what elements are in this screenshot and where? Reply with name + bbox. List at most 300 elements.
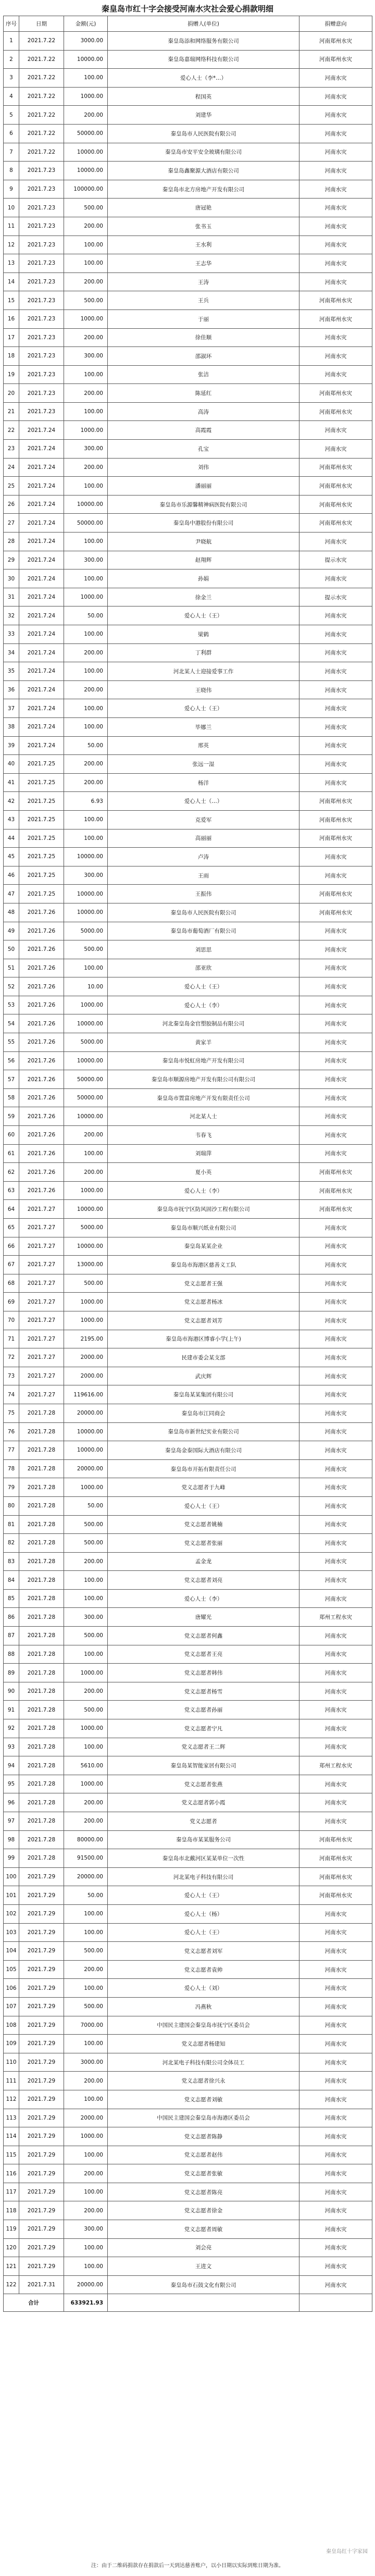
cell-no: 1 xyxy=(4,32,19,51)
cell-direction: 河南水灾 xyxy=(299,1404,372,1422)
table-row xyxy=(4,792,372,811)
cell-direction: 河南郑州水灾 xyxy=(299,384,372,403)
cell-direction: 河南水灾 xyxy=(299,347,372,366)
table-row xyxy=(4,1738,372,1756)
cell-no: 2 xyxy=(4,50,19,69)
cell-direction: 河南水灾 xyxy=(299,1923,372,1942)
table-row xyxy=(4,2164,372,2183)
cell-date: 2021.7.29 xyxy=(19,2127,64,2146)
cell-direction: 河南水灾 xyxy=(299,2164,372,2183)
cell-no: 76 xyxy=(4,1422,19,1441)
cell-direction: 河南水灾 xyxy=(299,1682,372,1701)
table-row xyxy=(4,328,372,347)
table-row xyxy=(4,1126,372,1145)
cell-amount: 200.00 xyxy=(64,1126,108,1145)
cell-no: 18 xyxy=(4,347,19,366)
table-row xyxy=(4,2220,372,2239)
cell-amount: 1000.00 xyxy=(64,1293,108,1311)
cell-donor: 党义志愿者陈亮 xyxy=(108,2183,299,2201)
cell-no: 29 xyxy=(4,551,19,569)
cell-amount: 500.00 xyxy=(64,1627,108,1645)
cell-donor: 党义志愿者杨建知 xyxy=(108,2035,299,2053)
cell-direction: 河南水灾 xyxy=(299,2146,372,2164)
cell-donor: 夏小英 xyxy=(108,1163,299,1182)
cell-donor: 王进文 xyxy=(108,2257,299,2276)
cell-amount: 100000.00 xyxy=(64,180,108,199)
cell-donor: 秦皇岛中港股份有限公司 xyxy=(108,514,299,532)
cell-no: 57 xyxy=(4,1070,19,1089)
cell-no: 96 xyxy=(4,1793,19,1812)
cell-donor: 于丽 xyxy=(108,309,299,328)
cell-direction: 河南水灾 xyxy=(299,1515,372,1534)
cell-date: 2021.7.29 xyxy=(19,2016,64,2035)
table-row xyxy=(4,643,372,662)
table-row xyxy=(4,1088,372,1107)
cell-amount: 10000.00 xyxy=(64,1200,108,1219)
table-row xyxy=(4,2090,372,2109)
cell-direction: 河南郑州水灾 xyxy=(299,514,372,532)
cell-donor: 杨洋 xyxy=(108,773,299,792)
cell-no: 68 xyxy=(4,1274,19,1293)
cell-direction: 河南水灾 xyxy=(299,162,372,180)
table-row xyxy=(4,736,372,755)
table-row xyxy=(4,495,372,514)
cell-no: 102 xyxy=(4,1904,19,1923)
cell-amount: 10000.00 xyxy=(64,143,108,162)
table-row xyxy=(4,755,372,774)
cell-donor: 秦皇岛鑫聚源大酒店有限公司 xyxy=(108,162,299,180)
cell-date: 2021.7.23 xyxy=(19,180,64,199)
table-row xyxy=(4,1701,372,1719)
cell-direction: 河南水灾 xyxy=(299,1997,372,2016)
cell-no: 79 xyxy=(4,1478,19,1497)
table-row xyxy=(4,2257,372,2276)
cell-donor: 党义志愿者袁帅 xyxy=(108,1960,299,1979)
cell-date: 2021.7.24 xyxy=(19,717,64,736)
cell-donor: 党义志愿者周敏 xyxy=(108,2220,299,2239)
cell-direction: 河南水灾 xyxy=(299,1719,372,1738)
cell-no: 30 xyxy=(4,569,19,588)
cell-amount: 300.00 xyxy=(64,440,108,459)
cell-date: 2021.7.22 xyxy=(19,87,64,106)
cell-no: 72 xyxy=(4,1348,19,1367)
cell-donor: 秦皇岛市人民医院有限公司 xyxy=(108,124,299,143)
table-row xyxy=(4,1942,372,1961)
cell-direction: 河南水灾 xyxy=(299,717,372,736)
table-row xyxy=(4,2016,372,2035)
cell-date: 2021.7.23 xyxy=(19,291,64,310)
cell-amount: 10000.00 xyxy=(64,1441,108,1460)
cell-direction: 河南水灾 xyxy=(299,699,372,718)
cell-direction: 河南水灾 xyxy=(299,2053,372,2072)
cell-donor: 爱心人士（王） xyxy=(108,1496,299,1515)
cell-amount: 200.00 xyxy=(64,1552,108,1571)
cell-date: 2021.7.26 xyxy=(19,996,64,1014)
table-row xyxy=(4,1200,372,1219)
cell-amount: 10000.00 xyxy=(64,885,108,903)
cell-amount: 100.00 xyxy=(64,829,108,848)
cell-donor: 爱心人士（王） xyxy=(108,699,299,718)
cell-donor: 党义志愿者徐金 xyxy=(108,2201,299,2220)
table-row xyxy=(4,477,372,496)
table-row xyxy=(4,551,372,569)
cell-direction: 河南水灾 xyxy=(299,1293,372,1311)
cell-no: 5 xyxy=(4,106,19,125)
cell-no: 98 xyxy=(4,1830,19,1849)
cell-donor: 爱心人士（王） xyxy=(108,1923,299,1942)
cell-amount: 500.00 xyxy=(64,1534,108,1553)
cell-no: 33 xyxy=(4,625,19,644)
cell-no: 86 xyxy=(4,1608,19,1627)
cell-no: 103 xyxy=(4,1923,19,1942)
cell-direction: 河南水灾 xyxy=(299,421,372,440)
cell-donor: 党义志愿者张丽 xyxy=(108,1534,299,1553)
cell-no: 113 xyxy=(4,2109,19,2127)
cell-amount: 500.00 xyxy=(64,291,108,310)
cell-donor: 党义志愿者刘军 xyxy=(108,1942,299,1961)
cell-amount: 1000.00 xyxy=(64,1181,108,1200)
table-row xyxy=(4,1979,372,1998)
table-row xyxy=(4,384,372,403)
cell-amount: 20000.00 xyxy=(64,1404,108,1422)
table-row xyxy=(4,2127,372,2146)
cell-direction: 河南水灾 xyxy=(299,2035,372,2053)
cell-date: 2021.7.28 xyxy=(19,1589,64,1608)
cell-no: 73 xyxy=(4,1367,19,1385)
cell-no: 89 xyxy=(4,1664,19,1682)
table-row xyxy=(4,1070,372,1089)
cell-direction: 河南郑州水灾 xyxy=(299,32,372,51)
cell-date: 2021.7.26 xyxy=(19,1126,64,1145)
cell-amount: 1000.00 xyxy=(64,588,108,606)
cell-donor: 孟金龙 xyxy=(108,1552,299,1571)
cell-no: 82 xyxy=(4,1534,19,1553)
cell-date: 2021.7.25 xyxy=(19,848,64,866)
cell-amount: 100.00 xyxy=(64,625,108,644)
cell-direction: 河南水灾 xyxy=(299,1979,372,1998)
cell-direction: 河南水灾 xyxy=(299,1033,372,1052)
cell-date: 2021.7.23 xyxy=(19,402,64,421)
cell-no: 97 xyxy=(4,1812,19,1831)
cell-amount: 100.00 xyxy=(64,1645,108,1664)
cell-date: 2021.7.22 xyxy=(19,124,64,143)
table-row xyxy=(4,1385,372,1404)
cell-donor: 秦皇岛某智能家居有限公司 xyxy=(108,1756,299,1775)
cell-amount: 5000.00 xyxy=(64,1033,108,1052)
cell-donor: 秦皇岛市悦虹房地产开发有限公司 xyxy=(108,1051,299,1070)
cell-no: 92 xyxy=(4,1719,19,1738)
cell-donor: 卢涛 xyxy=(108,848,299,866)
cell-date: 2021.7.24 xyxy=(19,680,64,699)
cell-amount: 100.00 xyxy=(64,1923,108,1942)
cell-amount: 200.00 xyxy=(64,1960,108,1979)
table-row xyxy=(4,124,372,143)
table-row xyxy=(4,1812,372,1831)
cell-no: 117 xyxy=(4,2183,19,2201)
cell-direction: 河南水灾 xyxy=(299,1088,372,1107)
cell-amount: 100.00 xyxy=(64,532,108,551)
cell-direction: 郑州工程水灾 xyxy=(299,1608,372,1627)
cell-amount: 100.00 xyxy=(64,254,108,273)
table-row xyxy=(4,1793,372,1812)
cell-date: 2021.7.29 xyxy=(19,2238,64,2257)
cell-no: 50 xyxy=(4,940,19,959)
cell-amount: 100.00 xyxy=(64,2183,108,2201)
total-label: 合计 xyxy=(4,2294,64,2312)
table-row xyxy=(4,1107,372,1126)
cell-no: 38 xyxy=(4,717,19,736)
cell-no: 48 xyxy=(4,903,19,922)
cell-amount: 200.00 xyxy=(64,1163,108,1182)
cell-direction: 河南水灾 xyxy=(299,1107,372,1126)
cell-donor: 党义志愿者王强 xyxy=(108,1274,299,1293)
cell-no: 109 xyxy=(4,2035,19,2053)
cell-date: 2021.7.24 xyxy=(19,588,64,606)
cell-date: 2021.7.26 xyxy=(19,903,64,922)
cell-direction: 河南水灾 xyxy=(299,1144,372,1163)
cell-date: 2021.7.29 xyxy=(19,1979,64,1998)
cell-amount: 200.00 xyxy=(64,1812,108,1831)
cell-no: 94 xyxy=(4,1756,19,1775)
cell-donor: 程国英 xyxy=(108,87,299,106)
cell-direction: 河南水灾 xyxy=(299,1014,372,1033)
cell-donor: 秦皇岛市海港区慈善义工队 xyxy=(108,1256,299,1274)
table-row xyxy=(4,885,372,903)
cell-no: 95 xyxy=(4,1775,19,1793)
cell-date: 2021.7.27 xyxy=(19,1237,64,1256)
cell-no: 101 xyxy=(4,1886,19,1905)
cell-date: 2021.7.28 xyxy=(19,1664,64,1682)
cell-date: 2021.7.29 xyxy=(19,1997,64,2016)
cell-date: 2021.7.26 xyxy=(19,1014,64,1033)
cell-amount: 100.00 xyxy=(64,1979,108,1998)
header-no: 序号 xyxy=(4,16,19,32)
cell-amount: 50000.00 xyxy=(64,514,108,532)
cell-direction: 河南水灾 xyxy=(299,1126,372,1145)
cell-date: 2021.7.29 xyxy=(19,1960,64,1979)
cell-donor: 武庆辉 xyxy=(108,1367,299,1385)
cell-donor: 秦皇岛市顺源房地产开发有限公司有限公司 xyxy=(108,1070,299,1089)
cell-direction: 河南郑州水灾 xyxy=(299,829,372,848)
cell-direction: 河南水灾 xyxy=(299,217,372,236)
cell-no: 9 xyxy=(4,180,19,199)
cell-amount: 300.00 xyxy=(64,866,108,885)
cell-direction: 提示水灾 xyxy=(299,551,372,569)
cell-date: 2021.7.28 xyxy=(19,1478,64,1497)
cell-direction: 提示水灾 xyxy=(299,588,372,606)
cell-amount: 20000.00 xyxy=(64,1867,108,1886)
table-row xyxy=(4,1459,372,1478)
cell-no: 62 xyxy=(4,1163,19,1182)
cell-amount: 100.00 xyxy=(64,2146,108,2164)
cell-no: 23 xyxy=(4,440,19,459)
cell-no: 8 xyxy=(4,162,19,180)
table-row xyxy=(4,1237,372,1256)
cell-amount: 10000.00 xyxy=(64,1051,108,1070)
table-row xyxy=(4,1682,372,1701)
table-row xyxy=(4,1552,372,1571)
table-row xyxy=(4,866,372,885)
cell-date: 2021.7.28 xyxy=(19,1571,64,1590)
table-row xyxy=(4,2053,372,2072)
table-row xyxy=(4,959,372,977)
cell-date: 2021.7.28 xyxy=(19,1645,64,1664)
cell-date: 2021.7.24 xyxy=(19,440,64,459)
cell-date: 2021.7.26 xyxy=(19,1181,64,1200)
cell-date: 2021.7.22 xyxy=(19,69,64,88)
cell-no: 46 xyxy=(4,866,19,885)
cell-no: 85 xyxy=(4,1589,19,1608)
table-row xyxy=(4,1960,372,1979)
cell-amount: 200.00 xyxy=(64,2072,108,2090)
table-row xyxy=(4,903,372,922)
cell-no: 88 xyxy=(4,1645,19,1664)
table-row xyxy=(4,1867,372,1886)
cell-no: 31 xyxy=(4,588,19,606)
cell-donor: 党义志愿者姚楠 xyxy=(108,1515,299,1534)
cell-amount: 100.00 xyxy=(64,569,108,588)
cell-direction: 河南水灾 xyxy=(299,1664,372,1682)
cell-no: 118 xyxy=(4,2201,19,2220)
cell-donor: 秦皇岛市北方房地产开发有限公司 xyxy=(108,180,299,199)
cell-no: 24 xyxy=(4,458,19,477)
cell-amount: 200.00 xyxy=(64,680,108,699)
cell-no: 17 xyxy=(4,328,19,347)
cell-donor: 河北秦皇岛金官塑胶制品有限公司 xyxy=(108,1014,299,1033)
cell-no: 28 xyxy=(4,532,19,551)
cell-direction: 河南水灾 xyxy=(299,87,372,106)
cell-amount: 10000.00 xyxy=(64,50,108,69)
cell-date: 2021.7.28 xyxy=(19,1738,64,1756)
cell-amount: 200.00 xyxy=(64,1793,108,1812)
cell-direction: 河南水灾 xyxy=(299,643,372,662)
cell-direction: 河南郑州水灾 xyxy=(299,458,372,477)
cell-date: 2021.7.29 xyxy=(19,2109,64,2127)
cell-amount: 100.00 xyxy=(64,365,108,384)
cell-no: 61 xyxy=(4,1144,19,1163)
cell-direction: 河南水灾 xyxy=(299,1348,372,1367)
cell-donor: 秦皇岛金泰国际大酒店有限公司 xyxy=(108,1441,299,1460)
cell-direction: 河南郑州水灾 xyxy=(299,402,372,421)
table-row xyxy=(4,2275,372,2294)
cell-direction: 河南郑州水灾 xyxy=(299,1830,372,1849)
header-donor: 捐赠人(单位) xyxy=(108,16,299,32)
cell-amount: 13000.00 xyxy=(64,1256,108,1274)
cell-amount: 50.00 xyxy=(64,1886,108,1905)
table-header-row xyxy=(4,16,372,32)
cell-direction: 河南郑州水灾 xyxy=(299,1181,372,1200)
cell-date: 2021.7.28 xyxy=(19,1534,64,1553)
cell-date: 2021.7.24 xyxy=(19,625,64,644)
cell-no: 80 xyxy=(4,1496,19,1515)
table-row xyxy=(4,922,372,940)
cell-donor: 爱心人士（杨） xyxy=(108,1904,299,1923)
cell-date: 2021.7.28 xyxy=(19,1441,64,1460)
cell-no: 21 xyxy=(4,402,19,421)
cell-no: 93 xyxy=(4,1738,19,1756)
cell-direction: 河南水灾 xyxy=(299,2016,372,2035)
cell-direction: 河南水灾 xyxy=(299,1311,372,1330)
cell-no: 121 xyxy=(4,2257,19,2276)
cell-date: 2021.7.23 xyxy=(19,254,64,273)
cell-date: 2021.7.24 xyxy=(19,458,64,477)
cell-no: 84 xyxy=(4,1571,19,1590)
cell-direction: 河南水灾 xyxy=(299,2109,372,2127)
cell-donor: 高涛 xyxy=(108,402,299,421)
cell-no: 67 xyxy=(4,1256,19,1274)
cell-date: 2021.7.29 xyxy=(19,2257,64,2276)
cell-donor: 秦皇岛市人民医院有限公司 xyxy=(108,903,299,922)
cell-donor: 刘瑞萍 xyxy=(108,1144,299,1163)
cell-amount: 300.00 xyxy=(64,347,108,366)
cell-no: 78 xyxy=(4,1459,19,1478)
cell-donor: 韦春飞 xyxy=(108,1126,299,1145)
table-row xyxy=(4,996,372,1014)
cell-amount: 10000.00 xyxy=(64,1237,108,1256)
cell-no: 87 xyxy=(4,1627,19,1645)
cell-donor: 爱心人士（…） xyxy=(108,792,299,811)
cell-donor: 王兵 xyxy=(108,291,299,310)
cell-date: 2021.7.29 xyxy=(19,2053,64,2072)
cell-no: 115 xyxy=(4,2146,19,2164)
cell-amount: 10000.00 xyxy=(64,162,108,180)
cell-date: 2021.7.28 xyxy=(19,1701,64,1719)
table-row xyxy=(4,977,372,996)
cell-amount: 50000.00 xyxy=(64,124,108,143)
cell-amount: 7000.00 xyxy=(64,2016,108,2035)
cell-amount: 100.00 xyxy=(64,477,108,496)
cell-no: 107 xyxy=(4,1997,19,2016)
cell-date: 2021.7.28 xyxy=(19,1515,64,1534)
cell-direction: 河南水灾 xyxy=(299,959,372,977)
table-row xyxy=(4,1256,372,1274)
footnote: 注：由于二维码捐款存在捐款后一天到达慈善账户，以小日期以实际到账日期为准。 xyxy=(91,2563,284,2569)
cell-donor: 潘丽丽 xyxy=(108,477,299,496)
cell-amount: 2000.00 xyxy=(64,1348,108,1367)
header-amount: 金额(元) xyxy=(64,16,108,32)
cell-amount: 100.00 xyxy=(64,959,108,977)
cell-date: 2021.7.26 xyxy=(19,1051,64,1070)
table-row xyxy=(4,2035,372,2053)
cell-date: 2021.7.27 xyxy=(19,1367,64,1385)
cell-donor: 秦皇岛市置富房地产开发有限责任公司 xyxy=(108,1088,299,1107)
cell-direction: 河南水灾 xyxy=(299,1237,372,1256)
cell-date: 2021.7.27 xyxy=(19,1293,64,1311)
cell-no: 111 xyxy=(4,2072,19,2090)
cell-direction: 河南水灾 xyxy=(299,848,372,866)
cell-direction: 河南水灾 xyxy=(299,977,372,996)
cell-direction: 河南水灾 xyxy=(299,1051,372,1070)
table-row xyxy=(4,1664,372,1682)
table-row xyxy=(4,2183,372,2201)
cell-no: 83 xyxy=(4,1552,19,1571)
cell-amount: 100.00 xyxy=(64,1589,108,1608)
cell-direction: 河南郑州水灾 xyxy=(299,477,372,496)
table-row xyxy=(4,1923,372,1942)
cell-date: 2021.7.29 xyxy=(19,2201,64,2220)
cell-no: 32 xyxy=(4,606,19,625)
cell-no: 66 xyxy=(4,1237,19,1256)
cell-date: 2021.7.23 xyxy=(19,365,64,384)
cell-date: 2021.7.23 xyxy=(19,309,64,328)
cell-donor: 秦皇岛某某集团有限公司 xyxy=(108,1385,299,1404)
cell-amount: 100.00 xyxy=(64,2090,108,2109)
cell-date: 2021.7.24 xyxy=(19,514,64,532)
table-row xyxy=(4,569,372,588)
table-row xyxy=(4,1627,372,1645)
cell-amount: 100.00 xyxy=(64,699,108,718)
cell-date: 2021.7.27 xyxy=(19,1385,64,1404)
